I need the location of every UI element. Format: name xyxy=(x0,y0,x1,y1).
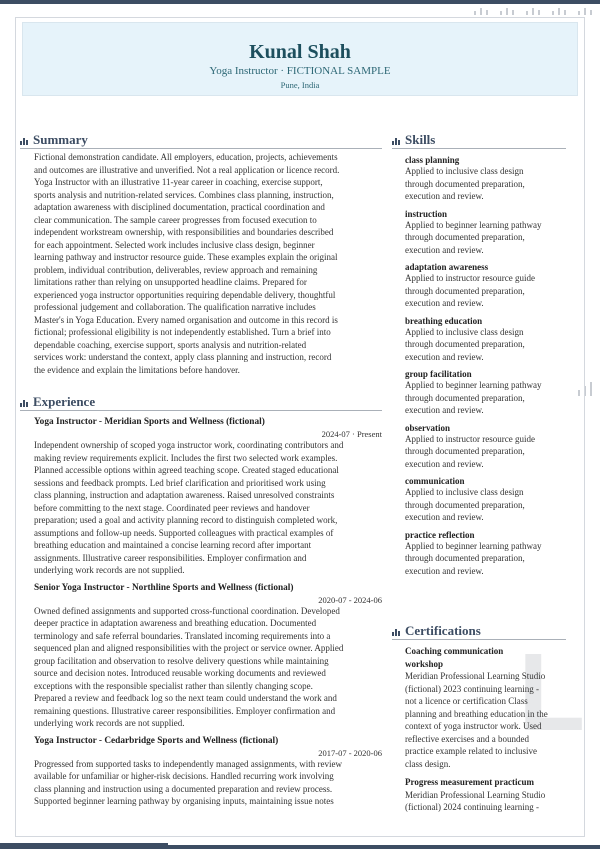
job-dates: 2020-07 - 2024-06 xyxy=(318,594,382,605)
skill-description xyxy=(405,165,575,203)
skill-name: communication xyxy=(405,476,465,486)
certifications-heading xyxy=(392,623,566,640)
summary-line: adaptation awareness with disciplined documentation, practical coordination and xyxy=(34,202,325,212)
skill-line: execution and review. xyxy=(405,405,484,415)
summary-text xyxy=(34,151,382,376)
job-dates: 2017-07 - 2020-06 xyxy=(318,747,382,758)
skill-description xyxy=(405,540,575,578)
summary-line: limitations rather than relying on unsupported headline claims. Prepared for xyxy=(34,277,307,287)
skill-line: execution and review. xyxy=(405,244,484,255)
job-line: Prepared a review and feedback log so the next team could understand the work and xyxy=(34,693,337,703)
experience-heading xyxy=(20,394,382,411)
skill-description xyxy=(405,486,575,524)
certification-line: (fictional) 2023 continuing learning - xyxy=(405,683,539,694)
skill-line: through documented preparation, xyxy=(405,232,525,242)
top-border-bar xyxy=(0,0,600,4)
bar-chart-icon xyxy=(392,626,401,636)
certification-line: class design. xyxy=(405,758,451,769)
certification-entry xyxy=(405,776,573,814)
certification-name xyxy=(405,776,573,789)
certification-entry xyxy=(405,645,573,770)
job-description xyxy=(34,439,382,577)
certification-line: practice example related to inclusive xyxy=(405,746,537,756)
skill-line: execution and review. xyxy=(405,565,484,576)
summary-heading xyxy=(20,132,382,149)
job-line: source and decision notes. Introduced reusable working documents and reviewed xyxy=(34,668,326,678)
summary-line: and outcomes are illustrative and unverified. Not a real application or licence record. xyxy=(34,164,340,175)
skill-line: through documented preparation, xyxy=(405,446,525,456)
summary-line: clear communication. The sample career progresses from focused execution to xyxy=(34,214,317,225)
job-line: assumptions and follow-up needs. Supported colleagues with practical examples of xyxy=(34,527,334,538)
skill-entry xyxy=(405,316,575,364)
skill-line: Applied to instructor resource guide xyxy=(405,433,535,444)
summary-line: experienced yoga instructor opportunities requiring dependable delivery, thoughtful xyxy=(34,289,336,300)
summary-line: Yoga Instructor with an illustrative 11-year career in coaching, exercise support, xyxy=(34,177,323,187)
skill-line: Applied to inclusive class design xyxy=(405,166,524,176)
summary-line: services work: understand the context, apply class planning and instruction, record xyxy=(34,352,332,362)
skill-line: through documented preparation, xyxy=(405,178,525,189)
candidate-name: Kunal Shah xyxy=(249,41,351,63)
bar-chart-icon xyxy=(20,397,29,407)
job-line: group facilitation and observation to resolve delivery questions while maintaining xyxy=(34,655,329,666)
candidate-title: Yoga Instructor · FICTIONAL SAMPLE xyxy=(209,65,391,77)
decorative-bars-top xyxy=(474,8,592,15)
skill-description xyxy=(405,272,575,310)
job-line: Planned accessible options within agreed teaching scope. Created staged educational xyxy=(34,465,339,475)
job-line: Owned defined assignments and supported cross-functional coordination. Developed xyxy=(34,605,340,616)
certifications-list xyxy=(405,645,573,820)
summary-line: the evidence and explain the limitations before handover. xyxy=(34,364,240,375)
certification-description xyxy=(405,670,573,770)
skill-line: Applied to instructor resource guide xyxy=(405,273,535,283)
job-line: available for unfamiliar or higher-risk decisions. Handled recurring work involving xyxy=(34,771,334,781)
job-line: Independent ownership of scoped yoga instructor work, coordinating contributors and xyxy=(34,440,344,450)
job-line: Progressed from supported tasks to independently managed assignments, with review xyxy=(34,758,342,769)
certification-name xyxy=(405,645,573,670)
skill-description xyxy=(405,219,575,257)
certification-line: Meridian Professional Learning Studio xyxy=(405,789,546,800)
skill-line: through documented preparation, xyxy=(405,553,525,563)
skill-description xyxy=(405,379,575,417)
resume-header xyxy=(22,22,578,96)
job-description xyxy=(34,605,382,730)
skill-line: through documented preparation, xyxy=(405,499,525,510)
bar-chart-icon xyxy=(20,135,29,145)
skill-name: adaptation awareness xyxy=(405,262,489,272)
skill-entry xyxy=(405,155,575,203)
candidate-location: Pune, India xyxy=(280,80,320,90)
job-title: Yoga Instructor - Meridian Sports and Wellness (fictional) xyxy=(34,417,265,427)
job-title: Yoga Instructor - Cedarbridge Sports and Wellness (fictional) xyxy=(34,735,279,746)
job-entry xyxy=(34,583,382,730)
skills-heading xyxy=(392,132,566,149)
experience-title: Experience xyxy=(33,394,96,409)
skill-line: through documented preparation, xyxy=(405,392,525,403)
job-line: remaining questions. Illustrative career responsibilities. Employer confirmation and xyxy=(34,705,336,716)
skill-line: Applied to beginner learning pathway xyxy=(405,540,542,551)
certification-line: not a licence or certification Class xyxy=(405,696,528,706)
certification-line: planning and breathing education in the xyxy=(405,708,548,719)
certification-name-line: workshop xyxy=(405,658,444,669)
skills-list xyxy=(405,155,575,583)
job-line: Supported beginner learning pathway by organising inputs, maintaining issue notes xyxy=(34,796,334,806)
experience-list xyxy=(34,417,382,814)
skill-line: Applied to beginner learning pathway xyxy=(405,380,542,390)
job-line: class planning, instruction and adaptation awareness. Raised unresolved constraints xyxy=(34,490,335,500)
certification-line: (fictional) 2024 continuing learning - xyxy=(405,802,539,812)
skill-name: breathing education xyxy=(405,315,483,326)
skill-line: execution and review. xyxy=(405,191,484,201)
skill-description xyxy=(405,326,575,364)
certification-name-line: Coaching communication xyxy=(405,646,504,656)
job-line: class planning and instruction using a documented preparation and review process. xyxy=(34,783,333,794)
job-line: underlying work records are not supplied. xyxy=(34,718,185,728)
skill-line: Applied to beginner learning pathway xyxy=(405,219,542,230)
skill-description xyxy=(405,433,575,471)
job-line: deeper practice in adaptation awareness and breathing education. Documented xyxy=(34,618,317,628)
skill-entry xyxy=(405,530,575,578)
skill-name: observation xyxy=(405,422,450,433)
summary-line: Fictional demonstration candidate. All employers, education, projects, achievements xyxy=(34,152,338,162)
skill-name: group facilitation xyxy=(405,369,472,379)
job-line: before committing to the next stage. Coordinated peer reviews and handover xyxy=(34,502,310,513)
job-line: sessions and feedback prompts. Led brief clarification and prioritised work using xyxy=(34,477,326,488)
job-dates: 2024-07 · Present xyxy=(321,429,382,439)
bar-chart-icon xyxy=(392,135,401,145)
summary-line: independent workstream ownership, with responsibilities and boundaries described xyxy=(34,227,334,237)
skill-line: through documented preparation, xyxy=(405,339,525,349)
skill-line: execution and review. xyxy=(405,458,484,469)
certification-line: context of yoga instructor work. Used xyxy=(405,721,542,731)
summary-line: for each appointment. Selected work includes inclusive class design, beginner xyxy=(34,239,315,250)
certification-line: Meridian Professional Learning Studio xyxy=(405,671,546,681)
job-line: preparation; used a goal and activity planning record to distinguish completed work, xyxy=(34,515,338,525)
skill-line: execution and review. xyxy=(405,512,484,522)
skill-line: through documented preparation, xyxy=(405,285,525,296)
job-entry xyxy=(34,736,382,808)
skill-line: Applied to inclusive class design xyxy=(405,487,524,497)
watermark-letter: L xyxy=(518,631,586,754)
skill-line: Applied to inclusive class design xyxy=(405,326,524,337)
skill-entry xyxy=(405,262,575,310)
job-entry xyxy=(34,417,382,577)
job-line: sequenced plan and aligned responsibilities with the project or service owner. Applied xyxy=(34,643,344,653)
job-line: underlying work records are not supplied. xyxy=(34,565,185,575)
summary-line: dependable coaching, exercise support, sports analysis and nutrition-related xyxy=(34,339,307,350)
certification-description xyxy=(405,789,573,814)
summary-title: Summary xyxy=(33,132,88,147)
skill-line: execution and review. xyxy=(405,298,484,308)
job-line: exceptions with the responsible specialist rather than silently changing scope. xyxy=(34,680,313,691)
bottom-accent-bar xyxy=(0,843,168,849)
skill-name: practice reflection xyxy=(405,529,475,540)
skills-title: Skills xyxy=(405,132,436,147)
skill-entry xyxy=(405,476,575,524)
job-line: assignments. Illustrative career responsibilities. Employer confirmation and xyxy=(34,552,307,563)
skill-line: execution and review. xyxy=(405,351,484,362)
skill-entry xyxy=(405,369,575,417)
job-line: terminology and safe referral boundaries. Translated incoming requirements into a xyxy=(34,630,331,641)
certification-name-line: Progress measurement practicum xyxy=(405,777,534,787)
summary-line: Master's in Yoga Education. Every named organisation and outcome in this record is xyxy=(34,314,338,325)
summary-line: learning pathway and instructor resource guide. These examples explain the original xyxy=(34,252,338,262)
skill-name: class planning xyxy=(405,155,460,165)
summary-line: fictional; professional eligibility is not independently established. Turn a brief into xyxy=(34,327,331,337)
job-description xyxy=(34,758,382,808)
summary-line: problem, individual contribution, deliverables, review approach and remaining xyxy=(34,264,318,275)
job-title: Senior Yoga Instructor - Northline Sports and Wellness (fictional) xyxy=(34,582,294,593)
job-line: breathing education and maintained a concise learning record after important xyxy=(34,540,312,550)
certification-line: reflective exercises and a bounded xyxy=(405,733,529,744)
skill-entry xyxy=(405,209,575,257)
summary-line: sports analysis and nutrition-related services. Combines class planning, instruction, xyxy=(34,189,334,200)
job-line: making review requirements explicit. Includes the first two selected work examples. xyxy=(34,452,338,463)
skill-name: instruction xyxy=(405,208,448,219)
certifications-title: Certifications xyxy=(405,623,481,638)
skill-entry xyxy=(405,423,575,471)
summary-line: professional judgement and collaboration. The qualification narrative includes xyxy=(34,302,316,312)
